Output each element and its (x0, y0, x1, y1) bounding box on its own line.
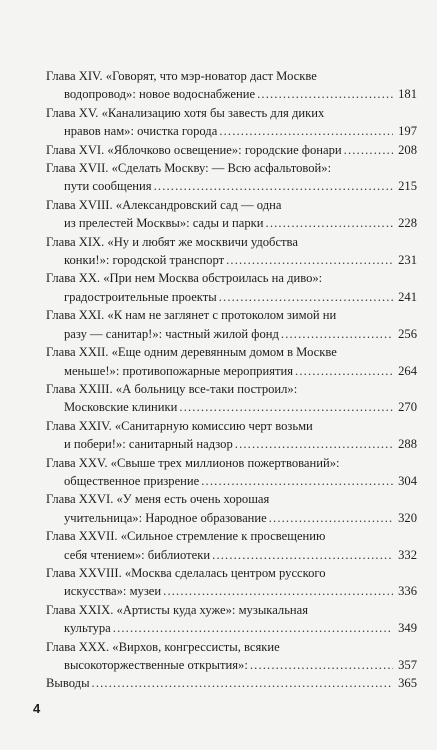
toc-entry-continuation-line (46, 214, 417, 232)
toc-entry-page-number: 228 (398, 216, 417, 231)
toc-entry-title-line (46, 527, 417, 545)
toc-entry (46, 454, 417, 491)
toc-entry-text: Глава XXII. «Еще одним деревянным домом в Москве (46, 345, 337, 360)
toc-entry-text: Глава XIX. «Ну и любят же москвичи удобства (46, 234, 298, 249)
toc-entry-title-line (46, 564, 417, 582)
toc-entry-title-line (46, 674, 417, 692)
toc-entry-text: Глава XXIV. «Санитарную комиссию черт возьми (46, 418, 313, 433)
toc-entry (46, 380, 417, 417)
toc-entry-title-line (46, 196, 417, 214)
toc-entry-title-line (46, 380, 417, 398)
dot-leader (269, 509, 393, 527)
toc-entry (46, 141, 417, 159)
toc-entry-continuation-line (46, 325, 417, 343)
dot-leader (235, 435, 393, 453)
toc-entry-page-number: 320 (398, 510, 417, 525)
toc-entry-continuation-line (46, 582, 417, 600)
toc-entry-page-number: 270 (398, 400, 417, 415)
toc-entry-page-number: 231 (398, 253, 417, 268)
dot-leader (281, 325, 393, 343)
dot-leader (219, 288, 393, 306)
toc-entry-text: Глава XXV. «Свыше трех миллионов пожертвований»: (46, 455, 340, 470)
dot-leader (212, 546, 393, 564)
toc-entry-text: Глава XVIII. «Александровский сад — одна (46, 197, 282, 212)
toc-entry-text: Глава XV. «Канализацию хотя бы завесть для диких (46, 105, 325, 120)
toc-entry (46, 306, 417, 343)
toc-entry-title-line (46, 67, 417, 85)
toc-entry-page-number: 215 (398, 179, 417, 194)
toc-entry-page-number: 336 (398, 584, 417, 599)
toc-entry-title-line (46, 306, 417, 324)
toc-entry (46, 343, 417, 380)
toc-entry-title-line (46, 638, 417, 656)
toc-entry-page-number: 256 (398, 326, 417, 341)
toc-entry-text: Глава XXIX. «Артисты куда хуже»: музыкальная (46, 602, 309, 617)
dot-leader (219, 122, 393, 140)
toc-entry-text: искусства»: музеи (64, 584, 162, 599)
toc-entry-text: из прелестей Москвы»: сады и парки (64, 216, 264, 231)
toc-entry (46, 674, 417, 692)
toc-entry (46, 490, 417, 527)
toc-entry-continuation-line (46, 472, 417, 490)
toc-entry-title-line (46, 141, 417, 159)
toc-entry-text: градостроительные проекты (64, 289, 217, 304)
toc-entry (46, 196, 417, 233)
toc-entry-text: меньше!»: противопожарные мероприятия (64, 363, 294, 378)
toc-entry (46, 104, 417, 141)
toc-entry-continuation-line (46, 398, 417, 416)
toc-entry (46, 233, 417, 270)
toc-entry (46, 67, 417, 104)
toc-entry-text: Глава XXVIII. «Москва сделалась центром русского (46, 565, 326, 580)
toc-entry (46, 269, 417, 306)
toc-entry-text: Глава XVI. «Яблочково освещение»: городские фонари (46, 142, 342, 157)
toc-entry-text: и побери!»: санитарный надзор (64, 437, 233, 452)
toc-entry-page-number: 357 (398, 658, 417, 672)
toc-entry-title-line (46, 454, 417, 472)
toc-entry-text: пути сообщения (64, 179, 152, 194)
toc-entry-page-number: 264 (398, 363, 417, 378)
toc-entry-title-line (46, 159, 417, 177)
dot-leader (201, 472, 393, 490)
dot-leader (344, 141, 393, 159)
toc-entry-text: водопровод»: новое водоснабжение (64, 87, 256, 102)
page-number: 4 (33, 701, 41, 716)
toc-entry-text: Глава XX. «При нем Москва обстроилась на диво»: (46, 271, 323, 286)
toc-entry-title-line (46, 601, 417, 619)
toc-entry-title-line (46, 417, 417, 435)
toc-entry-continuation-line (46, 122, 417, 140)
toc-entry-text: себя чтением»: библиотеки (64, 547, 211, 562)
toc-entry-page-number: 241 (398, 289, 417, 304)
toc-entry-title-line (46, 490, 417, 508)
toc-entry (46, 564, 417, 601)
table-of-contents (46, 67, 417, 693)
toc-entry-title-line (46, 269, 417, 287)
toc-entry-page-number: 349 (398, 621, 417, 636)
toc-entry-continuation-line (46, 251, 417, 269)
toc-entry-continuation-line (46, 288, 417, 306)
toc-entry (46, 601, 417, 638)
toc-entry-page-number: 304 (398, 473, 417, 488)
dot-leader (295, 362, 393, 380)
toc-entry-continuation-line (46, 656, 417, 674)
toc-entry (46, 417, 417, 454)
dot-leader (179, 398, 393, 416)
dot-leader (250, 656, 393, 674)
toc-entry-continuation-line (46, 619, 417, 637)
toc-entry-page-number: 332 (398, 547, 417, 562)
dot-leader (163, 582, 393, 600)
toc-entry-continuation-line (46, 509, 417, 527)
toc-entry-text: разу — санитар!»: частный жилой фонд (64, 326, 279, 341)
toc-entry-text: Глава XXVI. «У меня есть очень хорошая (46, 492, 270, 507)
toc-entry-text: Глава XXIII. «А больницу все-таки построил»: (46, 381, 298, 396)
toc-entry-text: Глава XXI. «К нам не заглянет с протоколом зимой ни (46, 308, 337, 323)
toc-entry (46, 159, 417, 196)
toc-entry-text: общественное призрение (64, 473, 200, 488)
toc-entry-title-line (46, 104, 417, 122)
dot-leader (113, 619, 393, 637)
toc-entry-page-number: 208 (398, 142, 417, 157)
toc-entry-continuation-line (46, 546, 417, 564)
dot-leader (226, 251, 393, 269)
toc-entry-continuation-line (46, 177, 417, 195)
toc-entry-text: Глава XVII. «Сделать Москву: — Всю асфальтовой»: (46, 161, 332, 176)
toc-entry-text: конки!»: городской транспорт (64, 253, 225, 268)
dot-leader (257, 85, 393, 103)
toc-entry-continuation-line (46, 435, 417, 453)
dot-leader (266, 214, 393, 232)
toc-entry-page-number: 288 (398, 437, 417, 452)
toc-entry-text: Глава XXVII. «Сильное стремление к просвещению (46, 529, 326, 544)
toc-entry-page-number: 181 (398, 87, 417, 102)
toc-entry-page-number: 365 (398, 676, 417, 691)
toc-entry-continuation-line (46, 362, 417, 380)
dot-leader (92, 674, 393, 692)
toc-entry-text: нравов нам»: очистка города (64, 124, 218, 139)
toc-entry-text: Глава XXX. «Вирхов, конгрессисты, всякие (46, 639, 280, 654)
toc-entry-text: Глава XIV. «Говорят, что мэр-новатор даст Москве (46, 69, 317, 83)
toc-entry-text: Выводы (46, 676, 90, 691)
toc-entry-text: культура (64, 621, 111, 636)
dot-leader (154, 177, 393, 195)
toc-entry-text: высокоторжественные открытия»: (64, 658, 248, 672)
toc-entry-text: учительница»: Народное образование (64, 510, 267, 525)
toc-entry-page-number: 197 (398, 124, 417, 139)
toc-entry-title-line (46, 233, 417, 251)
toc-entry-title-line (46, 343, 417, 361)
toc-entry (46, 527, 417, 564)
toc-entry-text: Московские клиники (64, 400, 178, 415)
toc-entry (46, 638, 417, 675)
toc-entry-continuation-line (46, 85, 417, 103)
